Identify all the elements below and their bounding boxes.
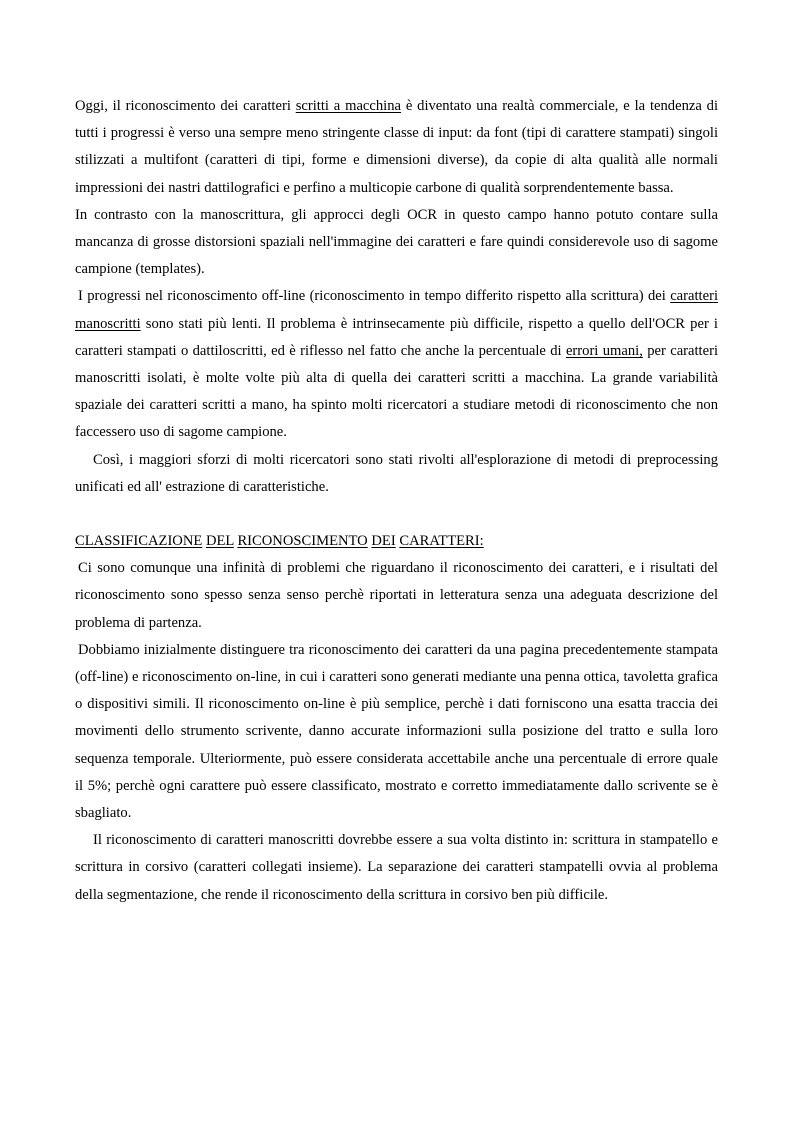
underlined-term-caratteri-manoscritti: caratteri manoscritti <box>75 288 718 332</box>
text-run: è diventato una realtà commerciale, e la tendenza di tutti i progressi è verso una sempre meno stringente classe di input: da font (tipi di carattere stampati) singoli stilizzati a multifont (caratteri di tipi, forme e dimensioni diverse), da copie di alta qualità alle normali impressioni dei nastri dattilografici e perfino a multicopie carbone di qualità sorprendentemente bassa. <box>75 98 719 196</box>
paragraph-handwriting-contrast: In contrasto con la manoscrittura, gli approcci degli OCR in questo campo hanno potuto contare sulla mancanza di grosse distorsioni spaziali nell'immagine dei caratteri e fare quindi considerevole uso di sagome campione (templates). <box>75 206 718 278</box>
text-run: Oggi, il riconoscimento dei caratteri <box>75 98 296 114</box>
paragraph-print-vs-cursive: Il riconoscimento di caratteri manoscritti dovrebbe essere a sua volta distinto in: scrittura in stampatello e scrittura in corsivo (caratteri collegati insieme). La separazione dei caratteri stampatelli ovvia al problema della segmentazione, che rende il riconoscimento della scrittura in corsivo ben più difficile. <box>75 832 718 903</box>
paragraph-problems: Ci sono comunque una infinità di problemi che riguardano il riconoscimento dei caratteri, e i risultati del riconoscimento sono spesso senza senso perchè riportati in letteratura senza una adeguata descrizione del problema di partenza. <box>75 560 718 631</box>
heading-word: RICONOSCIMENTO <box>237 533 368 550</box>
heading-word: CARATTERI: <box>399 533 484 550</box>
text-run: I progressi nel riconoscimento off-line (riconoscimento in tempo differito rispetto alla scrittura) dei <box>78 288 671 305</box>
underlined-term-errori-umani: errori umani, <box>565 342 643 359</box>
heading-word: CLASSIFICAZIONE <box>75 533 203 550</box>
text-run: per caratteri manoscritti isolati, è molte volte più alta di quella dei caratteri scritti a macchina. La grande variabilità spaziale dei caratteri scritti a mano, ha spinto molti ricercatori a studiare metodi di riconoscimento che non faccessero uso di sagome campione. <box>75 342 719 441</box>
document-body <box>75 93 718 909</box>
paragraph-typewritten-ocr <box>75 93 718 202</box>
paragraph-offline-vs-online: Dobbiamo inizialmente distinguere tra riconoscimento dei caratteri da una pagina precedentemente stampata (off-line) e riconoscimento on-line, in cui i caratteri sono generati mediante una penna ottica, tavoletta grafica o dispositivi simili. Il riconoscimento on-line è più semplice, perchè i dati forniscono una esatta traccia dei movimenti dello strumento scrivente, danno accurate informazioni sulla posizione del tratto e sulla loro sequenza temporale. Ulteriormente, può essere considerata accettabile anche una percentuale di errore quale il 5%; perchè ogni carattere può essere classificato, mostrato e corretto immediatamente dallo scrivente se è sbagliato. <box>75 641 718 822</box>
underlined-term-scritti-a-macchina: scritti a macchina <box>295 98 402 114</box>
section-heading <box>75 528 718 555</box>
heading-word: DEL <box>205 533 234 550</box>
paragraph-research-efforts: Così, i maggiori sforzi di molti ricercatori sono stati rivolti all'esplorazione di metodi di preprocessing unificati ed all' estrazione di caratteristiche. <box>75 451 718 495</box>
text-run: sono stati più lenti. Il problema è intrinsecamente più difficile, rispetto a quello dell'OCR per i caratteri stampati o dattiloscritti, ed è riflesso nel fatto che anche la percentuale di <box>75 315 718 359</box>
paragraph-offline-progress <box>75 283 718 446</box>
heading-word: DEI <box>371 533 396 550</box>
